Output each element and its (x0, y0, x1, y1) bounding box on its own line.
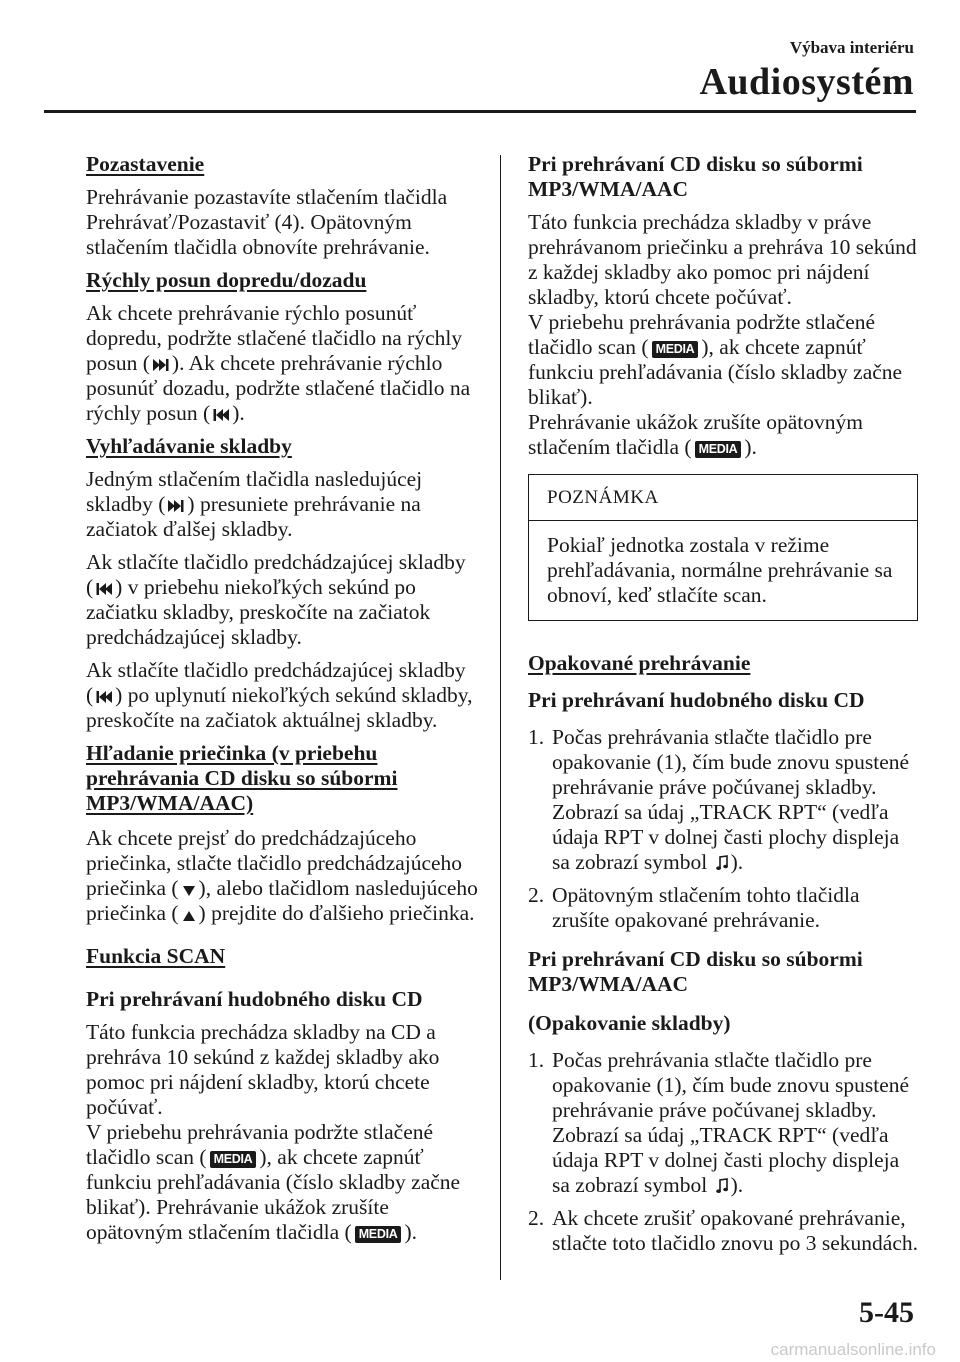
scan-text-b (86, 1120, 478, 1245)
list-number: 1. (528, 725, 545, 749)
list-item (528, 1206, 918, 1256)
folder-c: ) prejdite do ďalšieho priečinka. (198, 901, 475, 925)
track1-b: ) presuniete prehrávanie na začiatok ďalšej skladby. (86, 492, 421, 541)
mp3-text-b (528, 310, 918, 410)
list-text: Opätovným stlačením tohto tlačidla zrušíte opakované prehrávanie. (552, 883, 860, 932)
scan-d: ). (404, 1220, 418, 1244)
scan-heading: Funkcia SCAN (86, 944, 226, 968)
folder-heading-line-3: MP3/WMA/AAC) (86, 791, 254, 815)
scan-sub-heading: Pri prehrávaní hudobného disku CD (86, 987, 423, 1011)
track2-b: ) v priebehu niekoľkých sekúnd po začiatku skladby, preskočíte na začiatok predchádzajúcej skladby. (86, 575, 431, 649)
r1-end: ). (730, 850, 744, 874)
note-text: Pokiaľ jednotka zostala v režime prehľadávania, normálne prehrávanie sa obnoví, keď stlačíte scan. (547, 533, 893, 607)
track-search-heading: Vyhľadávanie skladby (86, 434, 292, 458)
ff-text-c: ). (232, 401, 245, 425)
watermark: carmanualsonline.info (770, 1340, 936, 1359)
fast-forward-heading: Rýchly posun dopredu/dozadu (86, 268, 367, 292)
mp3-b: V priebehu prehrávania podržte stlačené tlačidlo scan ( (528, 310, 876, 359)
pause-text: Prehrávanie pozastavíte stlačením tlačidla Prehrávať/Pozastaviť (4). Opätovným stlačením tlačidla obnovíte prehrávanie. (86, 185, 448, 259)
mp3-text-d (528, 410, 918, 460)
track-text-3 (86, 658, 478, 733)
mp3-scan-heading: Pri prehrávaní CD disku so súbormi MP3/WMA/AAC (528, 152, 863, 201)
list-number: 2. (528, 1206, 545, 1230)
ff-text-b: ). Ak chcete prehrávanie rýchlo posunúť dozadu, podržte stlačené tlačidlo na rýchly posun ( (86, 351, 471, 425)
folder-down-icon (182, 885, 196, 897)
mp3-text-a: Táto funkcia prechádza skladby v práve prehrávanom priečinku a prehráva 10 sekúnd z každej skladby ako pomoc pri nájdení skladby, ktorú chcete počúvať. (528, 210, 917, 309)
track3-a: Ak stlačíte tlačidlo predchádzajúcej skladby ( (86, 658, 466, 707)
track-text-1 (86, 467, 478, 542)
ff-text-a: Ak chcete prehrávanie rýchlo posunúť dopredu, podržte stlačené tlačidlo na rýchly posun ( (86, 301, 463, 375)
header-section: Výbava interiéru (789, 38, 914, 57)
next-track-icon (153, 358, 169, 372)
note-box (528, 474, 918, 621)
folder-b: ), alebo tlačidlom nasledujúceho priečinka ( (86, 876, 478, 925)
r3-end: ). (730, 1173, 744, 1197)
list-number: 1. (528, 1048, 545, 1072)
r1-text: Počas prehrávania stlačte tlačidlo pre opakovanie (1), čím bude znovu spustené prehrávanie práve počúvanej skladby. Zobrazí sa údaj „TRACK RPT“ (vedľa údaja RPT v dolnej časti plochy displeja sa zobrazí symbol (552, 725, 910, 874)
folder-text (86, 826, 478, 926)
list-item (528, 1048, 918, 1198)
track1-a: Jedným stlačením tlačidla nasledujúcej skladby ( (86, 467, 423, 516)
scan-text-a: Táto funkcia prechádza skladby na CD a prehráva 10 sekúnd z každej skladby ako pomoc pri nájdení skladby, ktorú chcete počúvať. (86, 1020, 440, 1119)
left-column (86, 152, 478, 1253)
list-text (552, 725, 918, 875)
r3-text: Počas prehrávania stlačte tlačidlo pre opakovanie (1), čím bude znovu spustené prehrávanie práve počúvanej skladby. Zobrazí sa údaj „TRACK RPT“ (vedľa údaja RPT v dolnej časti plochy displeja sa zobrazí symbol (552, 1048, 910, 1197)
column-divider (500, 155, 501, 1280)
media-button-icon: MEDIA (652, 341, 699, 358)
mp3-c: ), ak chcete zapnúť funkciu prehľadávania (číslo skladby začne blikať). (528, 335, 903, 409)
right-column (528, 152, 918, 1264)
mp3-d: Prehrávanie ukážok zrušíte opätovným stlačením tlačidla ( (528, 410, 863, 459)
scan-b: V priebehu prehrávania podržte stlačené tlačidlo scan ( (86, 1120, 434, 1169)
media-button-icon: MEDIA (210, 1151, 257, 1168)
folder-up-icon (182, 910, 196, 922)
repeat-symbol-icon (716, 855, 728, 871)
repeat-sub-heading-mp3: Pri prehrávaní CD disku so súbormi MP3/WMA/AAC (528, 947, 863, 996)
folder-a: Ak chcete prejsť do predchádzajúceho priečinka, stlačte tlačidlo predchádzajúceho priečinka ( (86, 826, 463, 900)
header-rule (44, 110, 916, 113)
repeat-symbol-icon (716, 1178, 728, 1194)
list-text (552, 1048, 918, 1198)
track-text-2 (86, 550, 478, 650)
page-number: 5-45 (859, 1296, 914, 1329)
mp3-e: ). (744, 435, 757, 459)
repeat-track-heading: (Opakovanie skladby) (528, 1011, 731, 1035)
folder-heading-line-1: Hľadanie priečinka (v priebehu (86, 741, 378, 765)
fast-forward-text (86, 301, 478, 426)
list-text: Ak chcete zrušiť opakované prehrávanie, stlačte toto tlačidlo znovu po 3 sekundách. (552, 1206, 919, 1255)
scan-c: ), ak chcete zapnúť funkciu prehľadávania (číslo skladby začne blikať). Prehrávanie ukážok zrušíte opätovným stlačením tlačidla ( (86, 1145, 461, 1244)
previous-track-icon (96, 690, 112, 704)
repeat-heading: Opakované prehrávanie (528, 651, 751, 675)
previous-track-icon (96, 582, 112, 596)
list-item (528, 883, 918, 933)
next-track-icon (168, 499, 184, 513)
repeat-sub-heading-cd: Pri prehrávaní hudobného disku CD (528, 688, 865, 712)
previous-track-icon (213, 408, 229, 422)
page-title: Audiosystém (699, 61, 914, 103)
list-number: 2. (528, 883, 545, 907)
note-title: POZNÁMKA (529, 475, 917, 521)
pause-heading: Pozastavenie (86, 152, 205, 176)
folder-heading-line-2: prehrávania CD disku so súbormi (86, 766, 398, 790)
media-button-icon: MEDIA (695, 441, 742, 458)
media-button-icon: MEDIA (355, 1226, 402, 1243)
track3-b: ) po uplynutí niekoľkých sekúnd skladby, preskočíte na začiatok aktuálnej skladby. (86, 683, 473, 732)
list-item (528, 725, 918, 875)
folder-search-heading (86, 741, 478, 816)
track2-a: Ak stlačíte tlačidlo predchádzajúcej skladby ( (86, 550, 466, 599)
